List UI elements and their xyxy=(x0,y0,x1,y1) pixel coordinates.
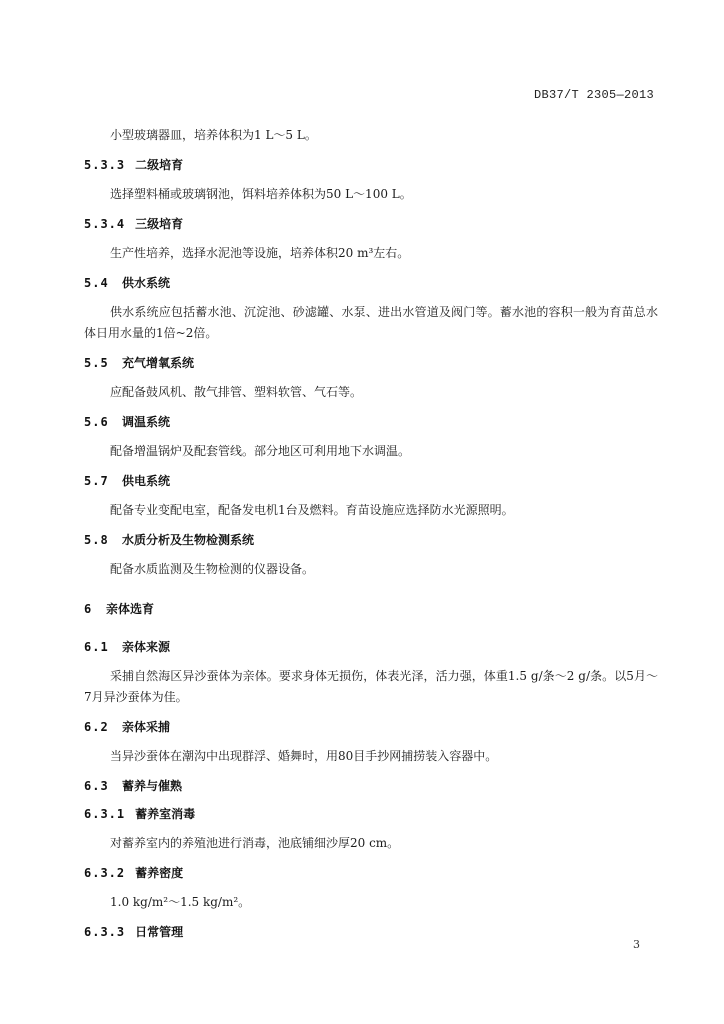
section-title: 供水系统 xyxy=(122,276,171,290)
paragraph: 小型玻璃器皿，培养体积为1 L～5 L。 xyxy=(110,128,317,142)
chapter-number: 6 xyxy=(84,602,93,616)
section-number: 6.3 xyxy=(84,779,109,793)
section-title: 二级培育 xyxy=(135,158,184,172)
section-title: 调温系统 xyxy=(122,415,171,429)
section-number: 5.7 xyxy=(84,474,109,488)
paragraph: 选择塑料桶或玻璃钢池，饵料培养体积为50 L～100 L。 xyxy=(110,187,412,201)
section-heading-6-1 xyxy=(84,638,658,656)
section-title: 亲体来源 xyxy=(122,640,171,654)
chapter-title: 亲体选育 xyxy=(106,602,155,616)
section-number: 5.4 xyxy=(84,276,109,290)
paragraph: 当异沙蚕体在潮沟中出现群浮、婚舞时，用80目手抄网捕捞装入容器中。 xyxy=(110,749,498,763)
section-number: 6.2 xyxy=(84,720,109,734)
section-title: 蓄养与催熟 xyxy=(122,779,183,793)
section-title: 蓄养密度 xyxy=(135,866,184,880)
section-number: 6.1 xyxy=(84,640,109,654)
paragraph: 1.0 kg/m²～1.5 kg/m²。 xyxy=(110,895,251,909)
section-number: 6.3.1 xyxy=(84,807,126,821)
section-heading-5-5 xyxy=(84,354,658,372)
section-heading-5-4 xyxy=(84,274,658,292)
section-title: 三级培育 xyxy=(135,217,184,231)
section-number: 6.3.2 xyxy=(84,866,126,880)
section-number: 5.5 xyxy=(84,356,109,370)
section-heading-5-3-4 xyxy=(84,215,658,233)
section-heading-5-3-3 xyxy=(84,156,658,174)
section-heading-6-2 xyxy=(84,718,658,736)
section-title: 充气增氧系统 xyxy=(122,356,195,370)
section-heading-6-3-1 xyxy=(84,805,658,823)
paragraph: 采捕自然海区异沙蚕体为亲体。要求身体无损伤，体表光泽，活力强，体重1.5 g/条～2 g/条。以5月～7月异沙蚕体为佳。 xyxy=(84,669,658,704)
paragraph: 配备增温锅炉及配套管线。部分地区可利用地下水调温。 xyxy=(110,444,411,458)
document-body xyxy=(84,125,658,941)
paragraph: 对蓄养室内的养殖池进行消毒，池底铺细沙厚20 cm。 xyxy=(110,836,400,850)
paragraph: 生产性培养，选择水泥池等设施，培养体积20 m³左右。 xyxy=(110,246,410,260)
section-title: 蓄养室消毒 xyxy=(135,807,196,821)
section-heading-5-7 xyxy=(84,472,658,490)
section-heading-5-8 xyxy=(84,531,658,549)
page-number: 3 xyxy=(633,938,640,951)
section-number: 5.6 xyxy=(84,415,109,429)
section-heading-6-3 xyxy=(84,777,658,795)
section-number: 6.3.3 xyxy=(84,925,126,939)
section-title: 日常管理 xyxy=(135,925,184,939)
section-heading-5-6 xyxy=(84,413,658,431)
paragraph: 配备水质监测及生物检测的仪器设备。 xyxy=(110,562,315,576)
section-title: 供电系统 xyxy=(122,474,171,488)
section-number: 5.3.4 xyxy=(84,217,126,231)
chapter-heading-6 xyxy=(84,600,658,618)
section-heading-6-3-2 xyxy=(84,864,658,882)
section-title: 水质分析及生物检测系统 xyxy=(122,533,255,547)
section-heading-6-3-3 xyxy=(84,923,658,941)
paragraph: 应配备鼓风机、散气排管、塑料软管、气石等。 xyxy=(110,385,363,399)
document-header-code: DB37/T 2305—2013 xyxy=(533,88,654,102)
paragraph: 供水系统应包括蓄水池、沉淀池、砂滤罐、水泵、进出水管道及阀门等。蓄水池的容积一般为育苗总水体日用水量的1倍~2倍。 xyxy=(84,305,658,340)
section-number: 5.3.3 xyxy=(84,158,126,172)
section-number: 5.8 xyxy=(84,533,109,547)
paragraph: 配备专业变配电室，配备发电机1台及燃料。育苗设施应选择防水光源照明。 xyxy=(110,503,514,517)
section-title: 亲体采捕 xyxy=(122,720,171,734)
